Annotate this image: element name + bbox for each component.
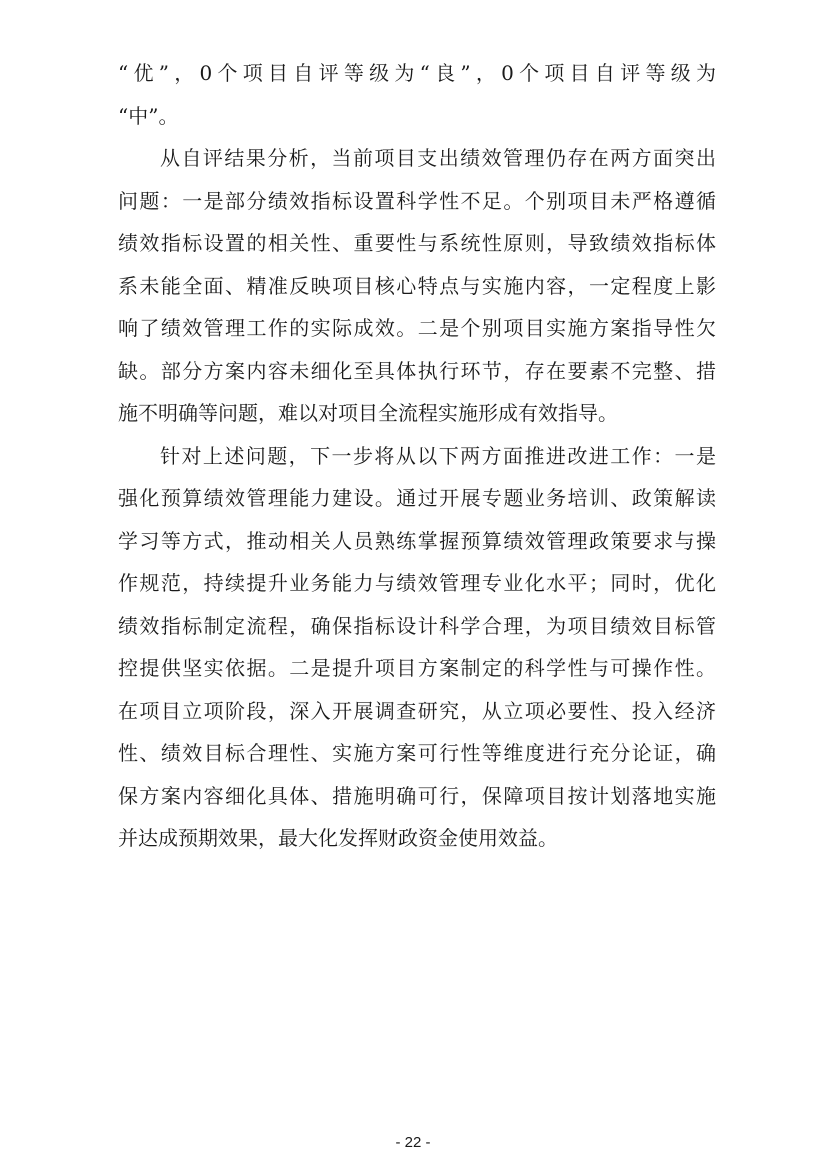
paragraph-1 [118, 52, 716, 137]
body-text [118, 52, 716, 860]
text-line: 性、绩效目标合理性、实施方案可行性等维度进行充分论证，确 [118, 741, 716, 765]
page-number: - 22 - [395, 1134, 431, 1151]
text-line: 绩效指标设置的相关性、重要性与系统性原则，导致绩效指标体 [118, 231, 716, 255]
paragraph-3 [118, 435, 716, 860]
text-line: 问题：一是部分绩效指标设置科学性不足。个别项目未严格遵循 [118, 188, 716, 213]
text-line: 缺。部分方案内容未细化至具体执行环节，存在要素不完整、措 [118, 358, 716, 383]
text-line: 绩效指标制定流程，确保指标设计科学合理，为项目绩效目标管 [118, 613, 716, 638]
paragraph-2 [118, 137, 716, 435]
text-line: 控提供坚实依据。二是提升项目方案制定的科学性与可操作性。 [118, 656, 716, 680]
text-line: 在项目立项阶段，深入开展调查研究，从立项必要性、投入经济 [118, 698, 716, 723]
text-line: 强化预算绩效管理能力建设。通过开展专题业务培训、政策解读 [118, 486, 716, 510]
text-line: 从自评结果分析，当前项目支出绩效管理仍存在两方面突出 [160, 146, 716, 170]
text-line: 并达成预期效果，最大化发挥财政资金使用效益。 [118, 826, 558, 850]
text-line: 系未能全面、精准反映项目核心特点与实施内容，一定程度上影 [118, 273, 716, 298]
text-line: 保方案内容细化具体、措施明确可行，保障项目按计划落地实施 [118, 783, 716, 808]
text-line: “优”，0个项目自评等级为“良”，0个项目自评等级为 [118, 61, 716, 85]
text-line: 针对上述问题，下一步将从以下两方面推进改进工作：一是 [160, 443, 716, 468]
text-line: 作规范，持续提升业务能力与绩效管理专业化水平；同时，优化 [118, 571, 716, 595]
text-line: “中”。 [118, 103, 179, 128]
text-line: 响了绩效管理工作的实际成效。二是个别项目实施方案指导性欠 [118, 316, 716, 340]
text-line: 施不明确等问题，难以对项目全流程实施形成有效指导。 [118, 401, 618, 425]
text-line: 学习等方式，推动相关人员熟练掌握预算绩效管理政策要求与操 [118, 528, 716, 553]
